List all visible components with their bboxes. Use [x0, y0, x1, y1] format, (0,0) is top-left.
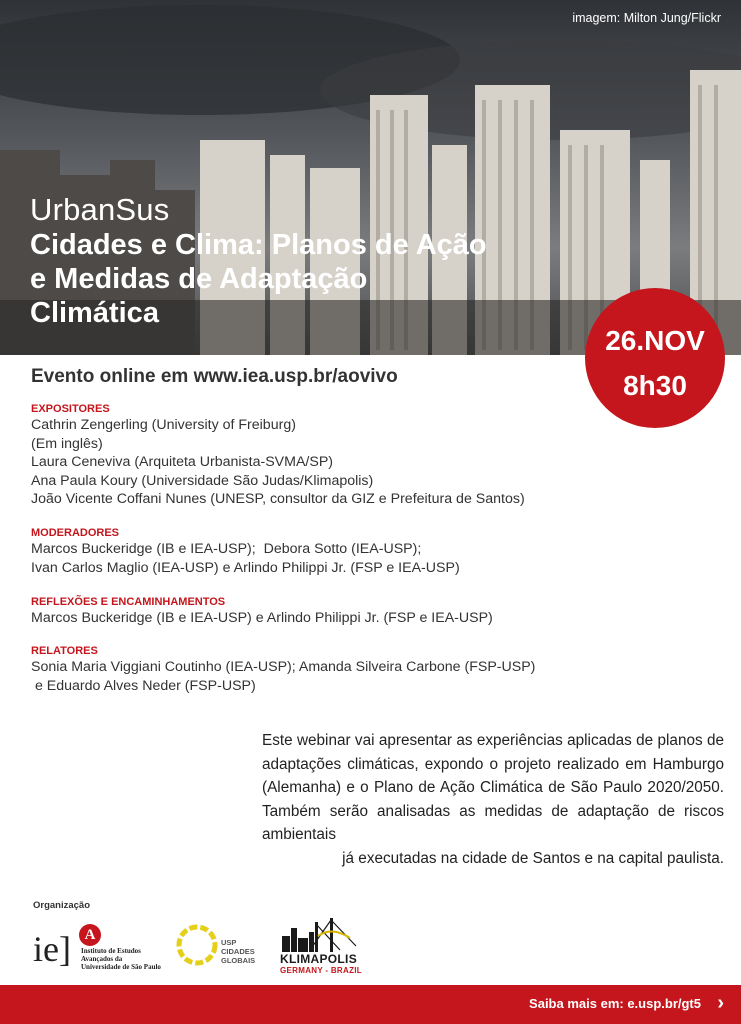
learn-more-link[interactable]: Saiba mais em: e.usp.br/gt5 — [529, 996, 701, 1011]
klimapolis-name: KLIMAPOLIS — [280, 952, 357, 966]
iea-letter-badge: A — [79, 924, 101, 946]
usp-ring-icon — [175, 922, 219, 968]
title-line: e Medidas de Adaptação — [30, 263, 368, 295]
speaker-line: Cathrin Zengerling (University of Freiburg) — [31, 417, 296, 433]
iea-logo-text: Instituto de Estudos Avançados da Universidade de São Paulo — [81, 947, 161, 971]
rapporteur-line: e Eduardo Alves Neder (FSP-USP) — [31, 677, 256, 694]
iea-mark: ie] — [33, 929, 71, 969]
section-relatores — [31, 644, 651, 695]
speaker-line: (Em inglês) — [31, 435, 103, 452]
rapporteur-line: Sonia Maria Viggiani Coutinho (IEA-USP); Amanda Silveira Carbone (FSP-USP) — [31, 659, 536, 675]
reflection-line: Marcos Buckeridge (IB e IEA-USP) e Arlindo Philippi Jr. (FSP e IEA-USP) — [31, 610, 493, 626]
speaker-line: Ana Paula Koury (Universidade São Judas/Klimapolis) — [31, 472, 374, 489]
description-body: Este webinar vai apresentar as experiências aplicadas de planos de adaptações climáticas, expondo o projeto realizado em Hamburgo (Alemanha) e o Plano de Ação Climática de São Paulo 2020/2050. Também serão analisadas as medidas de adaptação de riscos ambientais — [262, 732, 724, 843]
series-name: UrbanSus — [30, 192, 170, 227]
klimapolis-subtitle: GERMANY - BRAZIL — [280, 966, 362, 975]
iea-logo — [33, 922, 163, 972]
title-line: Climática — [30, 297, 159, 329]
image-credit: imagem: Milton Jung/Flickr — [572, 11, 721, 25]
usp-logo-text: USP CIDADES GLOBAIS — [221, 938, 256, 965]
section-moderadores — [31, 526, 651, 577]
online-event-link[interactable]: Evento online em www.iea.usp.br/aovivo — [31, 366, 398, 387]
footer-bar[interactable] — [0, 985, 741, 1024]
speaker-line: João Vicente Coffani Nunes (UNESP, consultor da GIZ e Prefeitura de Santos) — [31, 491, 525, 507]
klimapolis-skyline-icon — [280, 916, 362, 952]
moderator-line: Ivan Carlos Maglio (IEA-USP) e Arlindo Philippi Jr. (FSP e IEA-USP) — [31, 559, 460, 576]
event-date: 26.NOV — [605, 325, 705, 356]
organization-label: Organização — [33, 900, 91, 911]
section-heading: EXPOSITORES — [31, 403, 110, 415]
chevron-right-icon[interactable]: › — [717, 992, 724, 1014]
event-title — [30, 228, 610, 330]
section-reflexoes — [31, 595, 651, 628]
moderator-line: Marcos Buckeridge (IB e IEA-USP); Debora Sotto (IEA-USP); — [31, 541, 422, 557]
speaker-line: Laura Ceneviva (Arquiteta Urbanista-SVMA/SP) — [31, 454, 334, 470]
section-expositores — [31, 402, 651, 509]
section-heading: RELATORES — [31, 645, 98, 657]
title-line: Cidades e Clima: Planos de Ação — [30, 229, 487, 261]
usp-cidades-globais-logo — [175, 922, 265, 972]
event-time: 8h30 — [623, 370, 687, 401]
description-last-line: já executadas na cidade de Santos e na capital paulista. — [342, 849, 724, 867]
section-heading: MODERADORES — [31, 527, 120, 539]
section-heading: REFLEXÕES E ENCAMINHAMENTOS — [31, 596, 226, 608]
event-description — [262, 729, 724, 870]
klimapolis-logo — [280, 916, 362, 976]
